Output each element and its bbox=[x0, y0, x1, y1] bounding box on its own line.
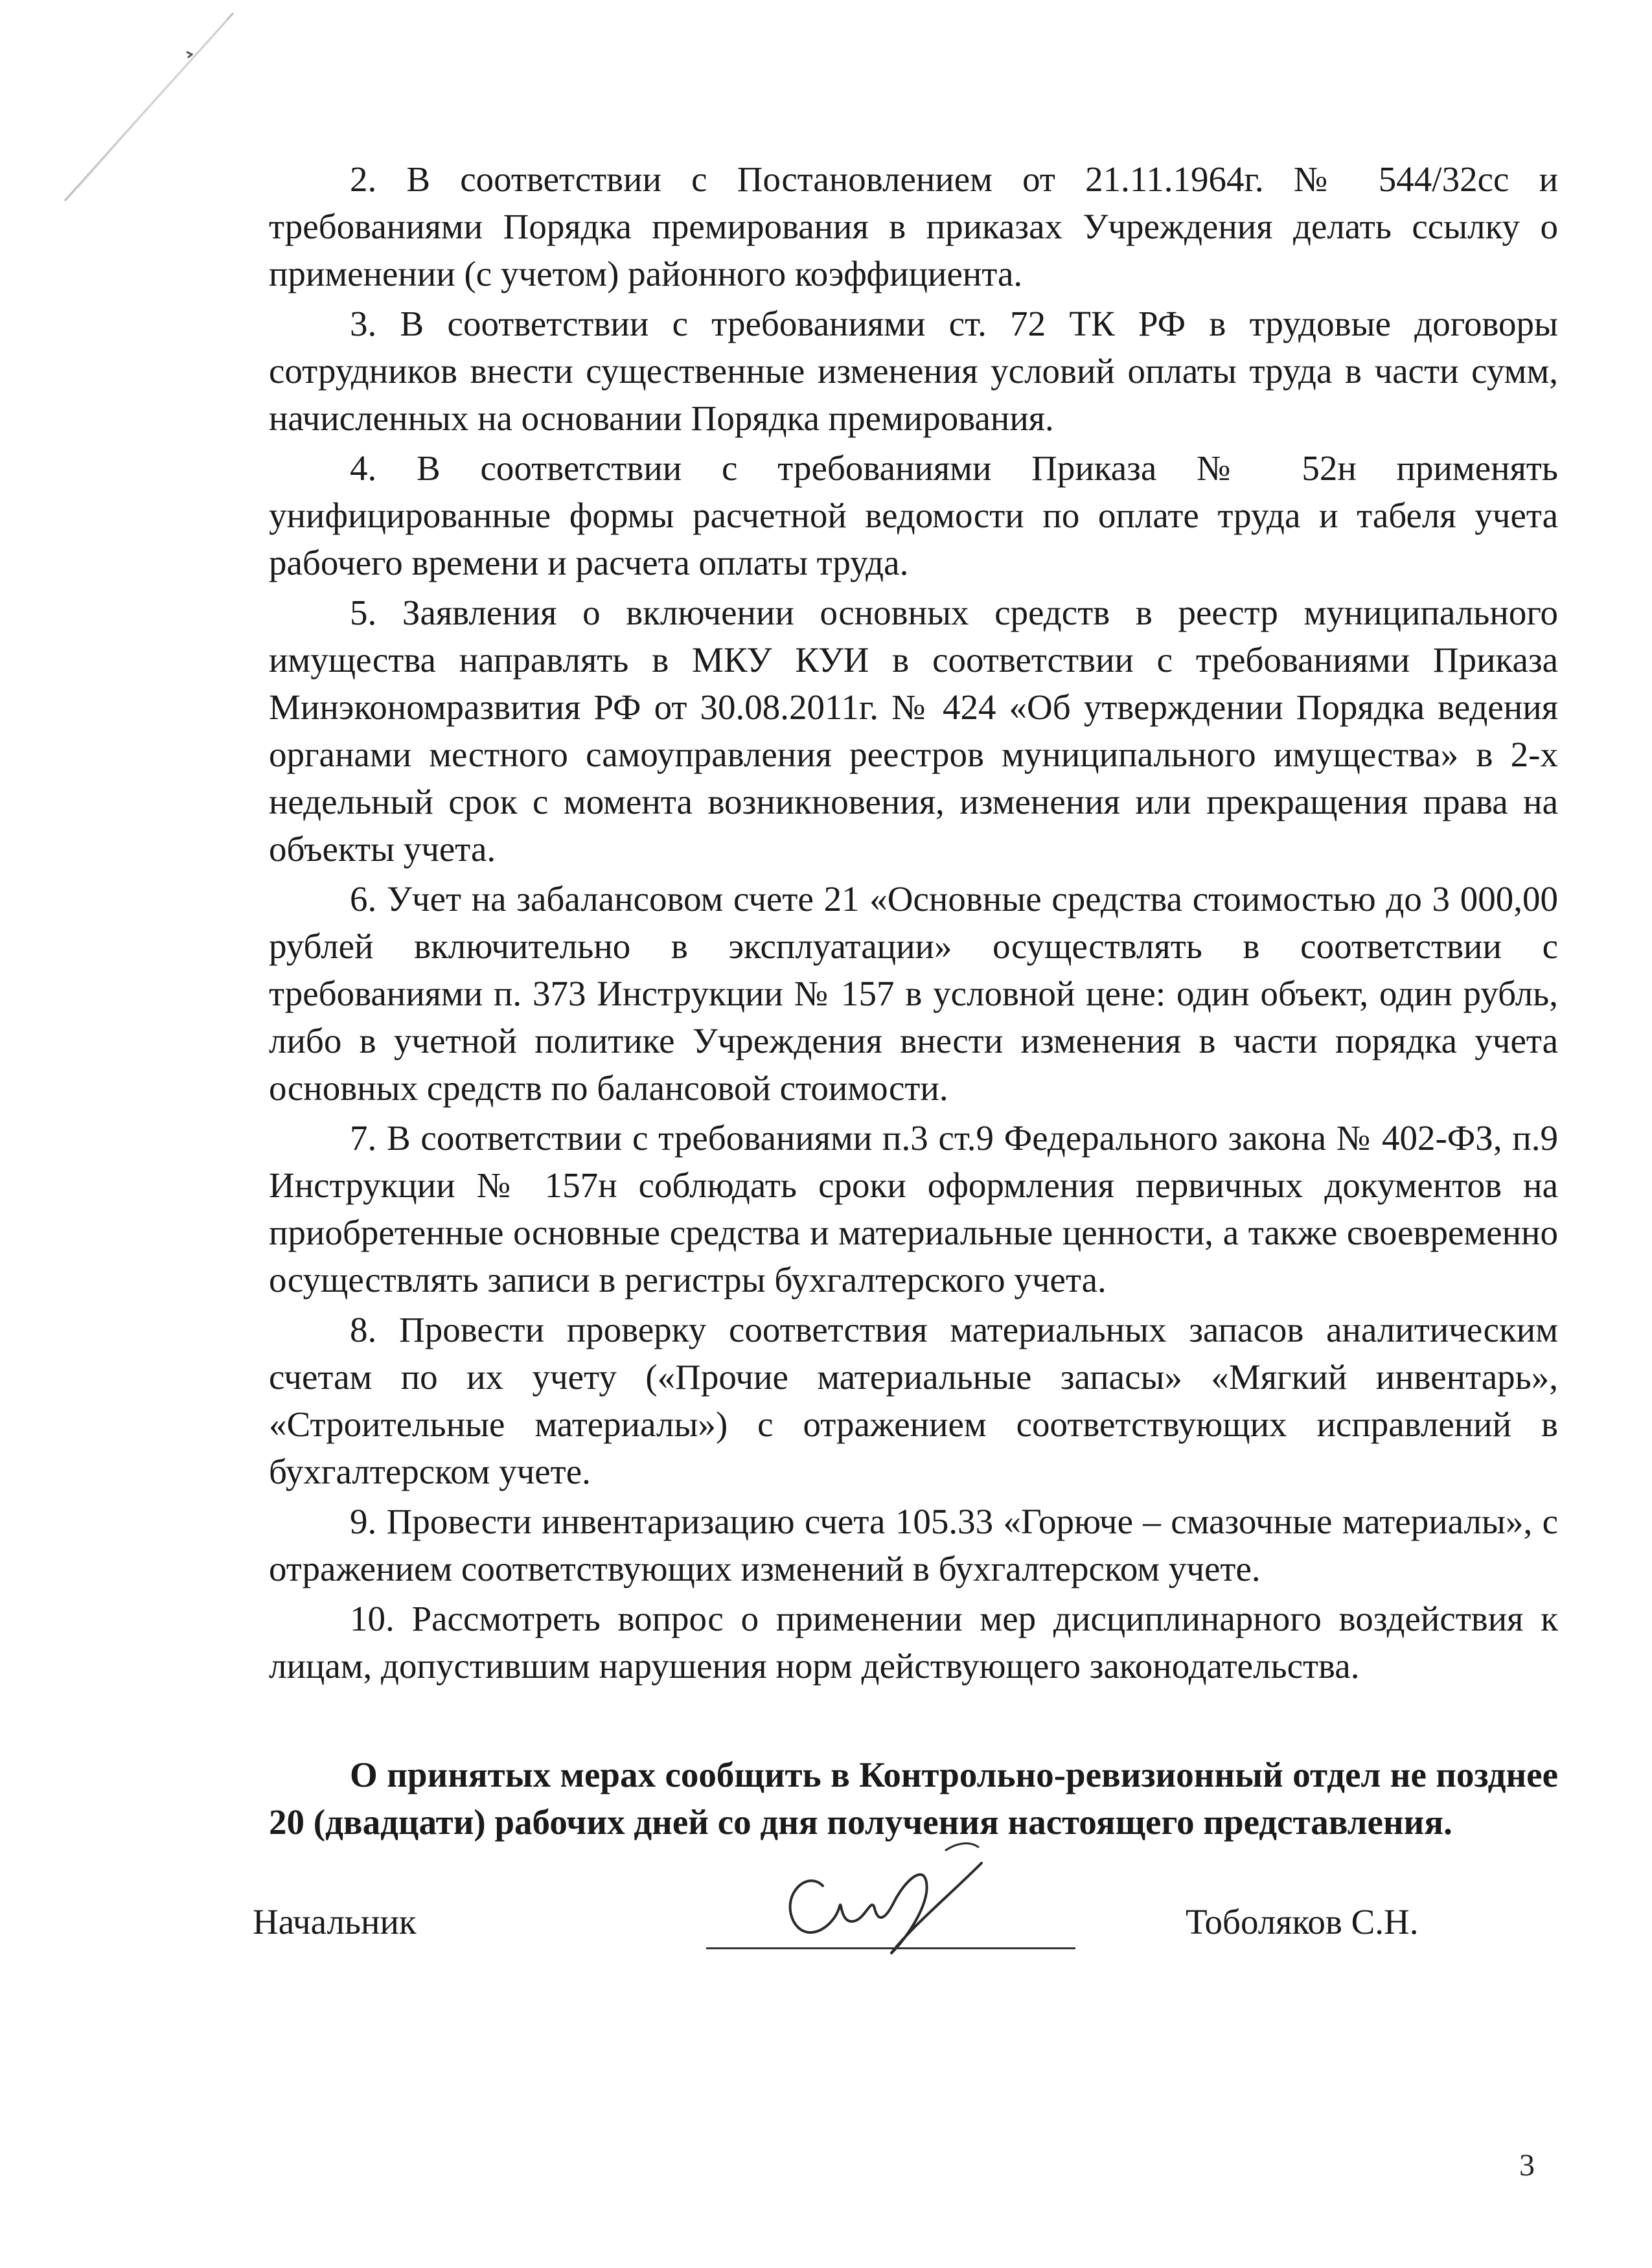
paragraph-10 bbox=[269, 1595, 1558, 1690]
paragraph-7 bbox=[269, 1114, 1558, 1303]
paragraph-number: 9. bbox=[350, 1502, 377, 1541]
signature-block bbox=[253, 1881, 1558, 1959]
paragraph-text: В соответствии с требованиями Приказа № 52н применять унифицированные формы расчетной ведомости по оплате труда и табеля учета рабочего времени и расчета оплаты труда. bbox=[269, 448, 1558, 582]
paragraph-text: В соответствии с требованиями п.3 ст.9 Федерального закона № 402-ФЗ, п.9 Инструкции № 157н соблюдать сроки оформления первичных документов на приобретенные основные средства и материальные ценности, а также своевременно осуществлять записи в регистры бухгалтерского учета. bbox=[269, 1118, 1558, 1300]
paragraph-text: Учет на забалансовом счете 21 «Основные средства стоимостью до 3 000,00 рублей включительно в эксплуатации» осуществлять в соответствии с требованиями п. 373 Инструкции № 157 в условной цене: один объект, один рубль, либо в учетной политике Учреждения внести изменения в части порядка учета основных средств по балансовой стоимости. bbox=[269, 879, 1559, 1108]
signatory-title: Начальник bbox=[253, 1902, 417, 1942]
signature-line bbox=[706, 1947, 1075, 1949]
paragraph-text: Провести инвентаризацию счета 105.33 «Горюче – смазочные материалы», с отражением соответствующих изменений в бухгалтерском учете. bbox=[269, 1502, 1558, 1588]
paragraph-2 bbox=[269, 155, 1558, 297]
paragraph-number: 3. bbox=[350, 304, 377, 343]
paragraph-text: В соответствии с Постановлением от 21.11.1964г. № 544/32сс и требованиями Порядка премирования в приказах Учреждения делать ссылку о применении (с учетом) районного коэффициента. bbox=[269, 159, 1558, 293]
paragraph-number: 5. bbox=[350, 593, 377, 632]
paragraph-number: 7. bbox=[350, 1118, 377, 1158]
final-statement: О принятых мерах сообщить в Контрольно-ревизионный отдел не позднее 20 (двадцати) рабочих дней со дня получения настоящего представления. bbox=[269, 1755, 1558, 1842]
signatory-name: Тоболяков С.Н. bbox=[1186, 1902, 1419, 1942]
paragraph-8 bbox=[269, 1306, 1558, 1495]
paragraph-text: Рассмотреть вопрос о применении мер дисциплинарного воздействия к лицам, допустившим нарушения норм действующего законодательства. bbox=[269, 1599, 1558, 1686]
paragraph-9 bbox=[269, 1498, 1558, 1592]
paragraph-number: 4. bbox=[350, 448, 377, 488]
scan-edge-mark bbox=[39, 6, 246, 220]
paragraph-text: Провести проверку соответствия материальных запасов аналитическим счетам по их учету («Прочие материальные запасы» «Мягкий инвентарь», «Строительные материалы») с отражением соответствующих исправлений в бухгалтерском учете. bbox=[269, 1310, 1558, 1491]
paragraph-3 bbox=[269, 300, 1558, 442]
paragraph-text: Заявления о включении основных средств в реестр муниципального имущества направлять в МКУ КУИ в соответствии с требованиями Приказа Минэкономразвития РФ от 30.08.2011г. № 424 «Об утверждении Порядка ведения органами местного самоуправления реестров муниципального имущества» в 2-х недельный срок с момента возникновения, изменения или прекращения права на объекты учета. bbox=[269, 593, 1559, 869]
paragraph-5 bbox=[269, 589, 1558, 873]
paragraph-4 bbox=[269, 444, 1558, 586]
document-body bbox=[253, 155, 1559, 1959]
handwritten-signature bbox=[761, 1824, 1007, 1973]
page-number: 3 bbox=[1519, 2148, 1535, 2182]
paragraph-number: 8. bbox=[350, 1310, 377, 1349]
paragraph-number: 10. bbox=[350, 1599, 395, 1638]
paragraph-text: В соответствии с требованиями ст. 72 ТК РФ в трудовые договоры сотрудников внести существенные изменения условий оплаты труда в части сумм, начисленных на основании Порядка премирования. bbox=[269, 304, 1558, 438]
paragraph-number: 2. bbox=[350, 159, 377, 199]
paragraph-6 bbox=[269, 875, 1558, 1112]
paragraph-number: 6. bbox=[350, 879, 377, 919]
